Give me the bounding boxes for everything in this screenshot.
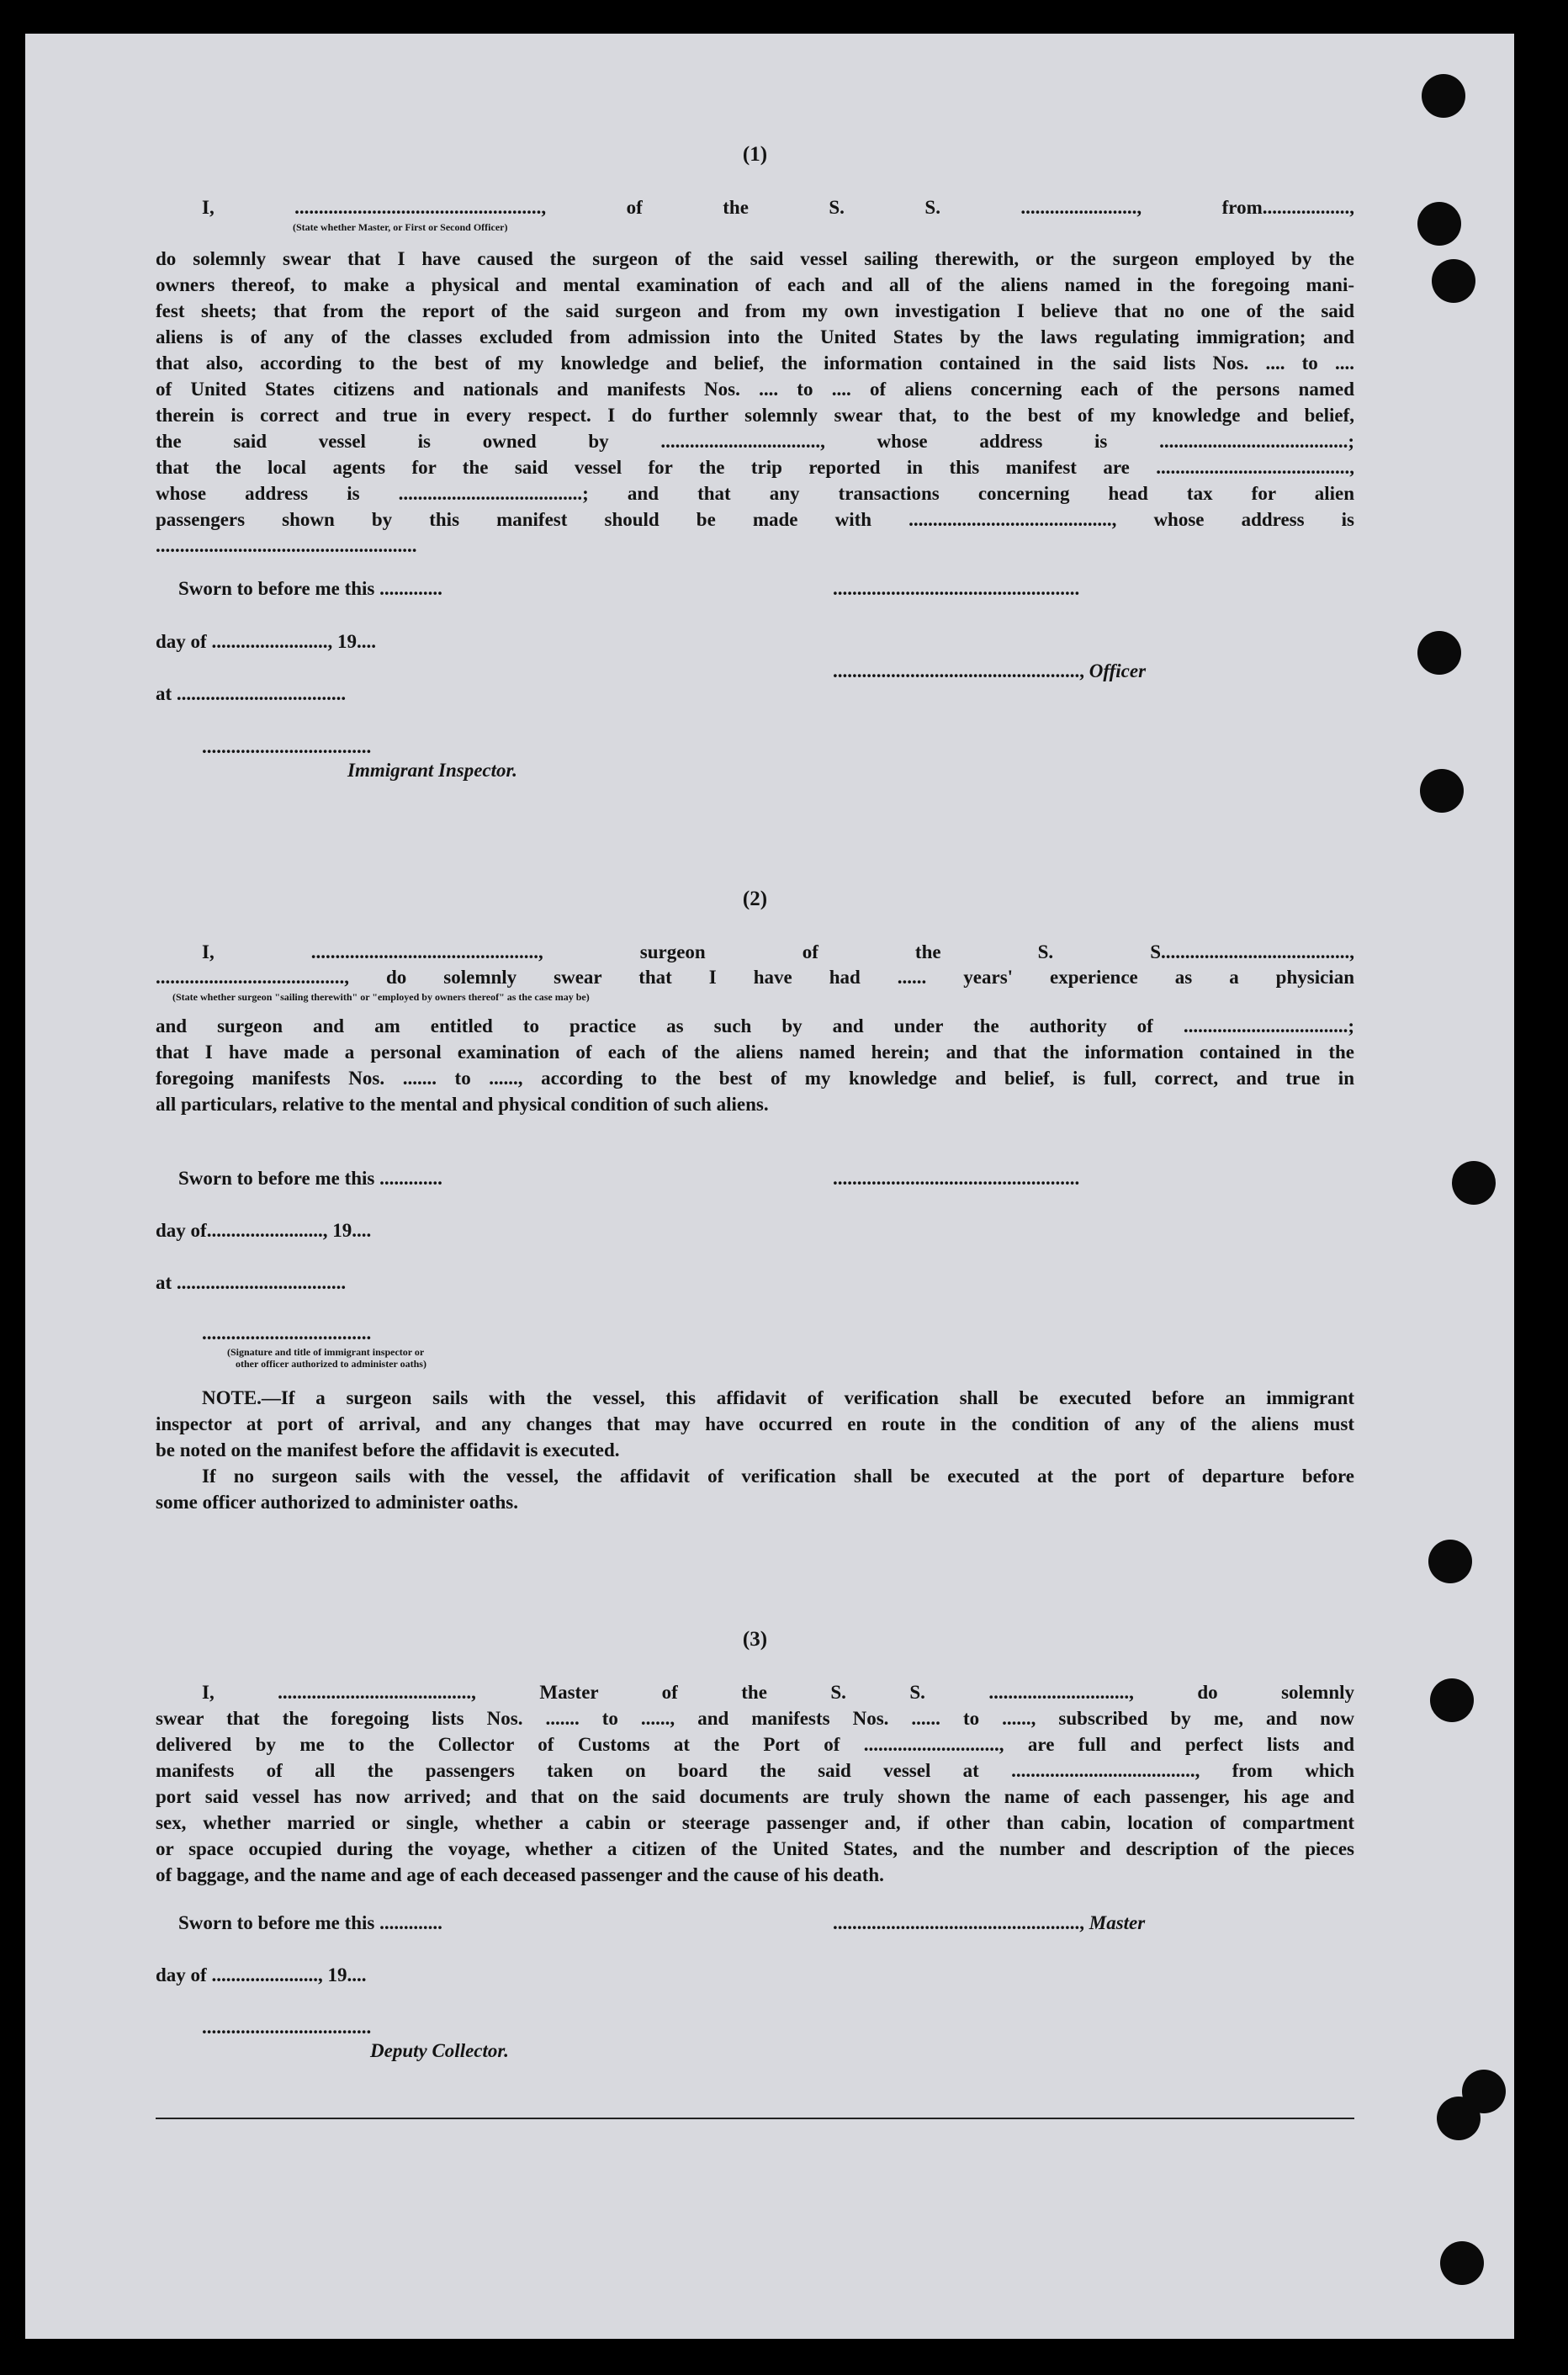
signature-dots: ................................... (202, 1323, 372, 1344)
surgeon-type-note: (State whether surgeon "sailing therewith" or "employed by owners thereof" as the case may be) (172, 991, 590, 1003)
surgeon-paragraph: and surgeon and am entitled to practice as such by and under the authority of ..................................; that I have made a personal examination of each of the aliens named herein; and that the information contained in the foregoing manifests Nos. ....... to ......, according to the best of my knowledge and belief, is full, correct, and true in all particulars, relative to the mental and physical condition of such aliens. (156, 1015, 1354, 1115)
punch-hole (1417, 202, 1461, 246)
punch-hole (1432, 259, 1475, 303)
punch-hole (1422, 74, 1465, 118)
bottom-rule (156, 2118, 1354, 2119)
day-line: day of........................, 19.... (156, 1220, 372, 1241)
section-number: (2) (742, 888, 768, 910)
note-paragraph: NOTE.—If a surgeon sails with the vessel, this affidavit of verification shall be executed before an immigrant inspector at port of arrival, and any changes that may have occurred en route in the condition of any of the aliens must be noted on the manifest before the affidavit is executed. (156, 1387, 1354, 1461)
signature-dots: ................................................... (833, 578, 1080, 599)
at-line: at ................................... (156, 1272, 347, 1293)
signature-title-note: other officer authorized to administer oaths) (236, 1358, 426, 1370)
signature-dots: ................................... (202, 736, 372, 757)
deputy-collector-label: Deputy Collector. (370, 2040, 509, 2061)
sworn-line: Sworn to before me this ............. (178, 578, 442, 599)
master-paragraph: I, ........................................, Master of the S. S. ............................., do solemnly swear that the foregoing lists Nos. ....... to ......, and manifests Nos. ...... to ......, subscribed by me, and now delivered by me to the Collector of Customs at the Port of ............................, are full and perfect lists and manifests of all the passengers taken on board the said vessel at ......................................, from which port said vessel has now arrived; and that on the said documents are truly shown the name of each passenger, his age and sex, whether married or single, whether a cabin or steerage passenger and, if other than cabin, location of compartment or space occupied during the voyage, whether a citizen of the United States, and the number and description of the pieces of baggage, and the name and age of each deceased passenger and the cause of his death. (156, 1682, 1354, 1885)
master-label: Master (1089, 1912, 1146, 1933)
sworn-line: Sworn to before me this ............. (178, 1168, 442, 1189)
punch-hole (1420, 769, 1464, 813)
section-number: (1) (742, 143, 768, 166)
immigrant-inspector-label: Immigrant Inspector. (347, 760, 517, 781)
day-line: day of ........................, 19.... (156, 631, 376, 652)
signature-title-note: (Signature and title of immigrant inspector or (227, 1346, 425, 1358)
day-line: day of ......................, 19.... (156, 1964, 367, 1985)
oath-first-line: I, ..................................................., of the S. S. ........................, from.................., (202, 197, 1354, 218)
section-number: (3) (742, 1628, 768, 1651)
surgeon-line-1: I, ..............................................., surgeon of the S. S......................................., (202, 941, 1354, 962)
officer-label: Officer (1089, 660, 1147, 681)
punch-hole (1452, 1161, 1496, 1205)
punch-hole (1440, 2241, 1484, 2285)
at-line: at ................................... (156, 683, 347, 704)
punch-hole (1430, 1678, 1474, 1722)
punch-hole (1417, 631, 1461, 675)
officer-signature-line: ..................................................., Officer (833, 660, 1147, 681)
surgeon-line-2: ......................................., do solemnly swear that I have had ...... years' experience as a physician (156, 967, 1354, 988)
signature-dots: ................................... (202, 2017, 372, 2038)
note-paragraph-2: If no surgeon sails with the vessel, the affidavit of verification shall be executed at the port of departure before some officer authorized to administer oaths. (156, 1466, 1354, 1513)
signature-dots: ................................................... (833, 1168, 1080, 1189)
punch-hole (1437, 2097, 1481, 2140)
officer-type-note: (State whether Master, or First or Second Officer) (293, 221, 508, 233)
master-signature-line: ..................................................., Master (833, 1912, 1146, 1933)
oath-paragraph: do solemnly swear that I have caused the surgeon of the said vessel sailing therewith, or the surgeon employed by the owners thereof, to make a physical and mental examination of each and all of the aliens named in the foregoing mani- fest sheets; that from the report of the said surgeon and from my own investigation I believe that no one of the said aliens is of any of the classes excluded from admission into the United States by the laws regulating immigration; and that also, according to the best of my knowledge and belief, the information contained in the said lists Nos. .... to .... of United States citizens and nationals and manifests Nos. .... to .... of aliens concerning each of the persons named therein is correct and true in every respect. I do further solemnly swear that, to the best of my knowledge and belief, the said vessel is owned by ................................., whose address is .......................................; that the local agents for the said vessel for the trip reported in this manifest are ........................................, whose address is ......................................; and that any transactions concerning head tax for alien passengers shown by this manifest should be made with .........................................., whose address is ...................................................... (156, 248, 1354, 556)
sworn-line: Sworn to before me this ............. (178, 1912, 442, 1933)
punch-hole (1428, 1540, 1472, 1583)
